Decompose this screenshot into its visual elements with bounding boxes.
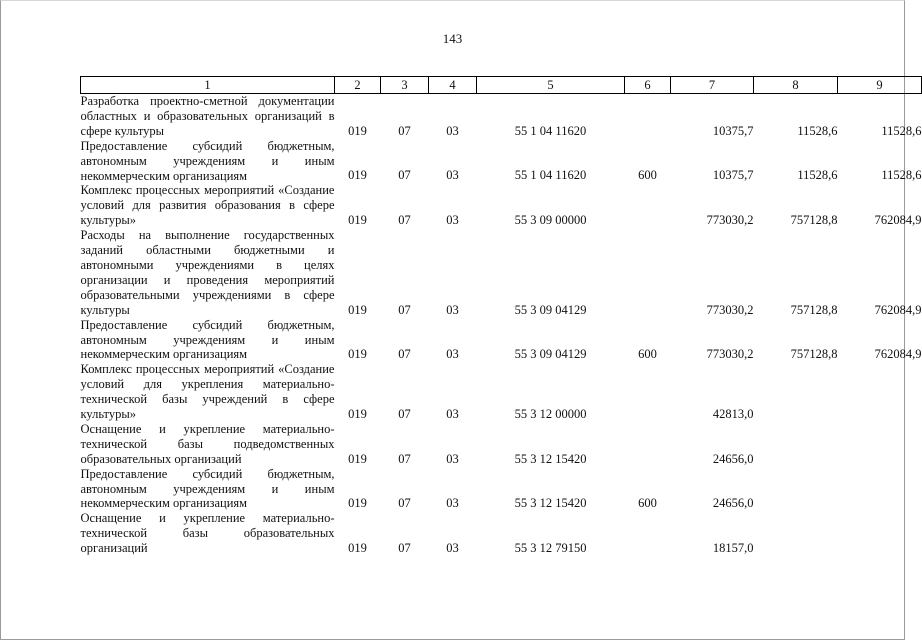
expense-type-cell: 600 (638, 168, 657, 183)
row-name-cell: Комплекс процессных мероприятий «Создание условий для укрепления материально-технической базы учреждений в сфере культуры» (80, 362, 335, 422)
section-code-cell: 07 (398, 496, 411, 511)
amount-year2-cell (754, 511, 838, 556)
amount-year3-cell: 11528,6 (881, 168, 922, 183)
ministry-code-cell: 019 (348, 451, 367, 466)
table-row (81, 467, 922, 512)
expense-type-cell (625, 511, 671, 556)
amount-year1-cell: 773030,2 (706, 302, 754, 317)
section-code-cell: 07 (398, 302, 411, 317)
column-header: 2 (335, 77, 381, 94)
table-row (81, 511, 922, 556)
table-row (81, 139, 922, 184)
column-header: 5 (477, 77, 625, 94)
amount-year3-cell: 762084,9 (874, 213, 922, 228)
subsection-code-cell: 03 (446, 541, 459, 556)
column-header: 8 (754, 77, 838, 94)
ministry-code-cell: 019 (348, 213, 367, 228)
amount-year1-cell: 24656,0 (712, 451, 754, 466)
target-article-cell: 55 3 09 04129 (514, 347, 587, 362)
subsection-code-cell: 03 (446, 347, 459, 362)
amount-year2-cell: 757128,8 (790, 347, 838, 362)
subsection-code-cell: 03 (446, 451, 459, 466)
ministry-code-cell: 019 (348, 168, 367, 183)
amount-year2-cell (754, 362, 838, 422)
section-code-cell: 07 (398, 406, 411, 421)
column-header: 1 (81, 77, 335, 94)
section-code-cell: 07 (398, 347, 411, 362)
ministry-code-cell: 019 (348, 406, 367, 421)
table-row (81, 422, 922, 467)
section-code-cell: 07 (398, 168, 411, 183)
budget-table (80, 76, 922, 556)
target-article-cell: 55 3 09 00000 (514, 213, 587, 228)
subsection-code-cell: 03 (446, 302, 459, 317)
ministry-code-cell: 019 (348, 123, 367, 138)
column-header: 7 (671, 77, 754, 94)
column-header: 4 (429, 77, 477, 94)
amount-year1-cell: 24656,0 (712, 496, 754, 511)
ministry-code-cell: 019 (348, 347, 367, 362)
subsection-code-cell: 03 (446, 123, 459, 138)
target-article-cell: 55 3 12 15420 (514, 496, 587, 511)
expense-type-cell (625, 228, 671, 317)
expense-type-cell (625, 183, 671, 228)
row-name-cell: Предоставление субсидий бюджетным, автономным учреждениям и иным некоммерческим организациям (80, 466, 335, 511)
header-row (81, 77, 922, 94)
amount-year1-cell: 773030,2 (706, 213, 754, 228)
section-code-cell: 07 (398, 541, 411, 556)
table-row (81, 183, 922, 228)
row-name-cell: Комплекс процессных мероприятий «Создание условий для развития образования в сфере культуры» (80, 183, 335, 228)
amount-year1-cell: 18157,0 (712, 541, 754, 556)
table-row (81, 94, 922, 139)
amount-year3-cell (838, 511, 922, 556)
ministry-code-cell: 019 (348, 302, 367, 317)
section-code-cell: 07 (398, 213, 411, 228)
row-name-cell: Разработка проектно-сметной документации областных и образовательных организаций в сфере культуры (80, 94, 335, 138)
table-row (81, 318, 922, 363)
amount-year2-cell: 757128,8 (790, 213, 838, 228)
target-article-cell: 55 3 12 79150 (514, 541, 587, 556)
expense-type-cell: 600 (638, 496, 657, 511)
amount-year2-cell: 11528,6 (797, 168, 838, 183)
table-header (81, 77, 922, 94)
column-header: 9 (838, 77, 922, 94)
subsection-code-cell: 03 (446, 168, 459, 183)
column-header: 6 (625, 77, 671, 94)
subsection-code-cell: 03 (446, 496, 459, 511)
target-article-cell: 55 1 04 11620 (514, 168, 587, 183)
amount-year2-cell: 11528,6 (797, 123, 838, 138)
amount-year1-cell: 10375,7 (712, 123, 754, 138)
expense-type-cell (625, 362, 671, 422)
amount-year1-cell: 773030,2 (706, 347, 754, 362)
subsection-code-cell: 03 (446, 213, 459, 228)
column-header: 3 (381, 77, 429, 94)
target-article-cell: 55 1 04 11620 (514, 123, 587, 138)
row-name-cell: Предоставление субсидий бюджетным, автономным учреждениям и иным некоммерческим организациям (80, 317, 335, 362)
table-row (81, 362, 922, 422)
section-code-cell: 07 (398, 123, 411, 138)
expense-type-cell (625, 94, 671, 139)
row-name-cell: Расходы на выполнение государственных заданий областными бюджетными и автономными учреждениями в целях организации и проведения мероприятий образовательными учреждениями в сфере культуры (80, 228, 335, 317)
ministry-code-cell: 019 (348, 496, 367, 511)
ministry-code-cell: 019 (348, 541, 367, 556)
amount-year2-cell: 757128,8 (790, 302, 838, 317)
amount-year1-cell: 10375,7 (712, 168, 754, 183)
amount-year2-cell (754, 422, 838, 467)
amount-year3-cell (838, 422, 922, 467)
amount-year3-cell (838, 362, 922, 422)
row-name-cell: Предоставление субсидий бюджетным, автономным учреждениям и иным некоммерческим организациям (80, 138, 335, 183)
row-name-cell: Оснащение и укрепление материально-технической базы подведомственных образовательных организаций (80, 421, 335, 466)
page-number: 143 (442, 31, 463, 46)
table-row (81, 228, 922, 317)
target-article-cell: 55 3 12 15420 (514, 451, 587, 466)
row-name-cell: Оснащение и укрепление материально-технической базы образовательных организаций (80, 511, 335, 556)
target-article-cell: 55 3 09 04129 (514, 302, 587, 317)
expense-type-cell: 600 (638, 347, 657, 362)
section-code-cell: 07 (398, 451, 411, 466)
amount-year2-cell (754, 467, 838, 512)
amount-year3-cell: 762084,9 (874, 347, 922, 362)
amount-year3-cell: 762084,9 (874, 302, 922, 317)
amount-year3-cell (838, 467, 922, 512)
amount-year3-cell: 11528,6 (881, 123, 922, 138)
expense-type-cell (625, 422, 671, 467)
target-article-cell: 55 3 12 00000 (514, 406, 587, 421)
amount-year1-cell: 42813,0 (712, 406, 754, 421)
subsection-code-cell: 03 (446, 406, 459, 421)
table-body (81, 94, 922, 557)
